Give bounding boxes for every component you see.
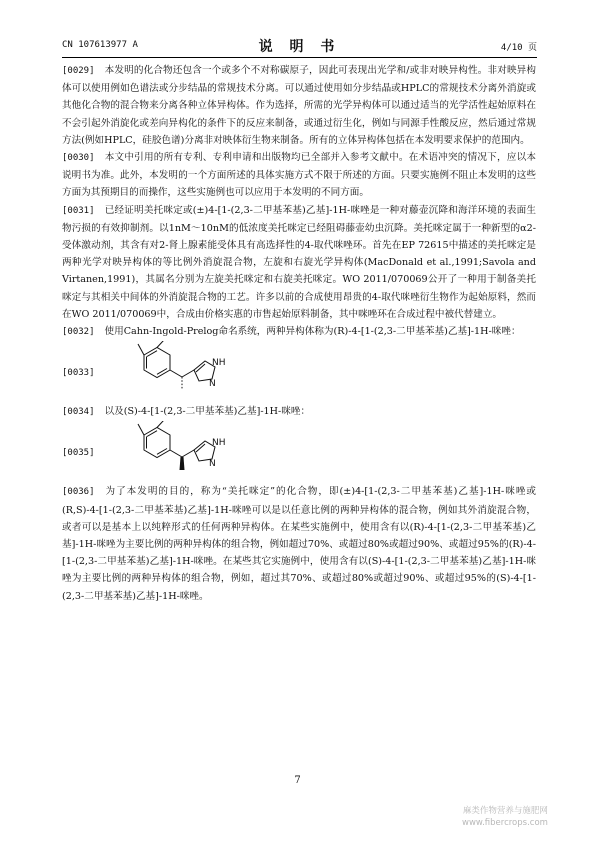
paragraph-text: 已经证明美托咪定或(±)4-[1-(2,3-二甲基苯基)乙基]-1H-咪唑是一种对藤壶沉降和海洋环境的表面生物污损的有效抑制剂。以1nM～10nM的低浓度美托咪定已经阻碍藤壶幼虫沉降。美托咪定属于一种新型的α2-受体激动剂，其含有对2-肾上腺素能受体具有高选择性的4-取代咪唑环。首先在EP 72615中描述的美托咪定是两种光学对映异构体的等比例外消旋混合物，左旋和右旋光学异构体(MacDonald et al.,1991;Savola and Virtanen,1991)，其属名分别为左旋美托咪定和右旋美托咪定。WO 2011/070069公开了一种用于制备美托咪定与其相关中间体的外消旋混合物的工艺。许多以前的合成使用昂贵的4-取代咪唑衍生物作为起始原料，然而在WO 2011/070069中，合成由价格实惠的市售起始原料制备，其中咪唑环在合成过程中被代替建立。 [62,204,536,320]
paragraph-0032 [62,323,536,341]
page-counter: 4/10 页 [500,43,537,53]
watermark-line1: 麻类作物营养与施肥网 [462,806,548,816]
paragraph-text: 本文中引用的所有专利、专利申请和出版物均已全部并入参考文献中。在术语冲突的情况下，应以本说明书为准。此外，本发明的一个方面所述的具体实施方式不限于所述的方面。只要实施例不阻止本发明的这些方面为其预期目的而操作，这些实施例也可以应用于本发明的不同方面。 [62,152,536,199]
nh-label: NH [212,358,226,369]
paragraph-number: [0033] [62,368,95,379]
page-header [62,38,537,54]
paragraph-0031 [62,202,536,323]
paragraph-text: 使用Cahn-Ingold-Prelog命名系统，两种异构体称为(R)-4-[1-(2,3-二甲基苯基)乙基]-1H-咪唑： [104,326,521,338]
watermark-line2: www.fibercrops.com [462,818,548,828]
paragraph-0033 [62,341,536,403]
paragraph-number: [0034] [62,407,95,418]
paragraph-number: [0036] [62,487,95,498]
document-title: 说 明 书 [258,39,341,55]
paragraph-number: [0032] [62,327,95,338]
paragraph-0035 [62,421,536,483]
nh-label: NH [212,438,226,449]
page-number: 7 [294,775,301,786]
paragraph-text: 以及(S)-4-[1-(2,3-二甲基苯基)乙基]-1H-咪唑： [104,406,311,418]
n-label: N [209,379,216,390]
paragraph-0030 [62,149,536,202]
publication-number: CN 107613977 A [62,40,138,50]
watermark [462,805,548,829]
r-isomer-structure [124,341,234,403]
s-isomer-structure [124,421,234,483]
paragraph-number: [0029] [62,66,95,76]
paragraph-0036 [62,483,536,604]
paragraph-text: 本发明的化合物还包含一个或多个不对称碳原子，因此可表现出光学和/或非对映异构性。非对映异构体可以使用例如色谱法或分步结晶的常规技术分离。可以通过使用如分步结晶或HPLC的常规技术分离外消旋或其他化合物的混合物来分离各种立体异构体。作为选择，所需的光学异构体可以通过适当的光学活性起始原料在不会引起外消旋化或差向异构化的条件下的反应来制备，或通过衍生化，例如与同源手性酸反应，然后通过常规方法(例如HPLC，硅胶色谱)分离非对映体衍生物来制备。所有的立体异构体包括在本发明要求保护的范围内。 [62,65,536,146]
paragraph-number: [0030] [62,153,95,164]
n-label: N [209,459,216,470]
paragraph-number: [0035] [62,448,95,459]
paragraph-0029 [62,62,536,149]
document-body [62,62,536,605]
paragraph-number: [0031] [62,205,95,216]
header-rule [62,57,537,58]
paragraph-0034 [62,403,536,421]
paragraph-text: 为了本发明的目的，称为“美托咪定”的化合物，即(±)4-[1-(2,3-二甲基苯基)乙基]-1H-咪唑或(R,S)-4-[1-(2,3-二甲基苯基)乙基]-1H-咪唑可以是以任意比例的两种异构体的混合物，例如其外消旋混合物，或者可以是基本上以纯粹形式的任何两种异构体。在某些实施例中，使用含有以(R)-4-[1-(2,3-二甲基苯基)乙基]-1H-咪唑为主要比例的两种异构体的组合物，例如超过70%、或超过80%或超过90%、或超过95%的(R)-4-[1-(2,3-二甲基苯基)乙基]-1H-咪唑。在某些其它实施例中，使用含有以(S)-4-[1-(2,3-二甲基苯基)乙基]-1H-咪唑为主要比例的两种异构体的组合物，例如，超过其70%、或超过80%或超过90%、或超过95%的(S)-4-[1-(2,3-二甲基苯基)乙基]-1H-咪唑。 [62,486,536,602]
